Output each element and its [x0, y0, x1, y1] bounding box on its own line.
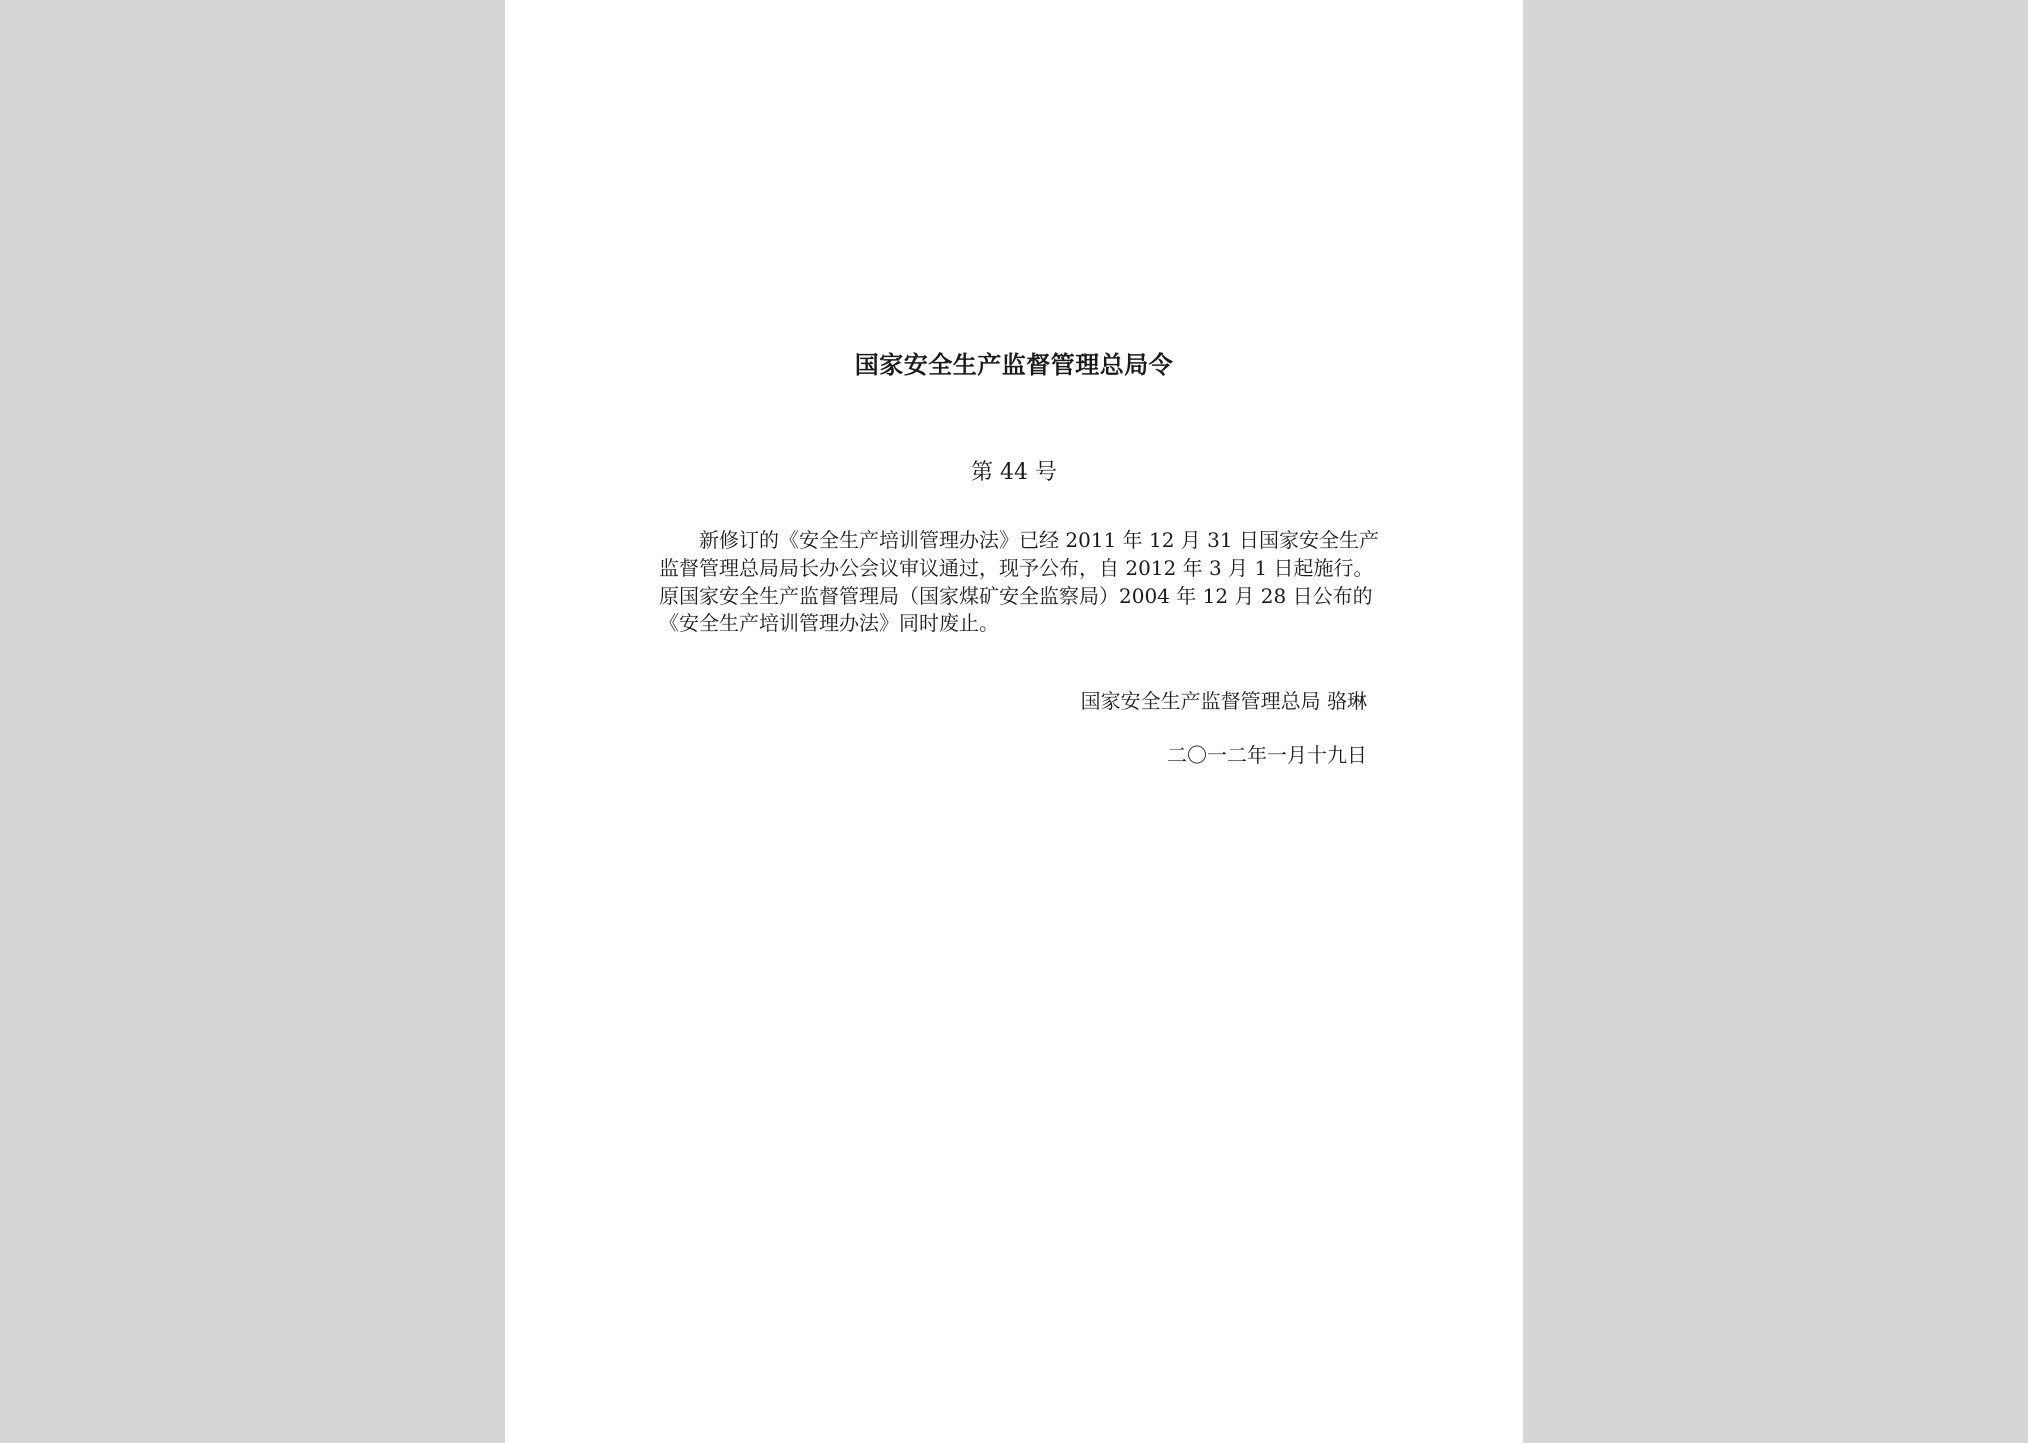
body-line-1: 新修订的《安全生产培训管理办法》已经 2011 年 12 月 31 日国家安全生产 — [699, 528, 1379, 552]
document-page — [505, 0, 1523, 1443]
body-line-3: 原国家安全生产监督管理局（国家煤矿安全监察局）2004 年 12 月 28 日公布的 — [659, 584, 1373, 608]
body-line-4: 《安全生产培训管理办法》同时废止。 — [659, 611, 999, 635]
order-number: 第 44 号 — [971, 460, 1057, 485]
body-line-2: 监督管理总局局长办公会议审议通过，现予公布，自 2012 年 3 月 1 日起施行。 — [659, 556, 1374, 580]
signing-date: 二〇一二年一月十九日 — [1167, 743, 1367, 767]
document-title: 国家安全生产监督管理总局令 — [854, 351, 1174, 379]
signer: 国家安全生产监督管理总局 骆琳 — [1080, 689, 1367, 713]
